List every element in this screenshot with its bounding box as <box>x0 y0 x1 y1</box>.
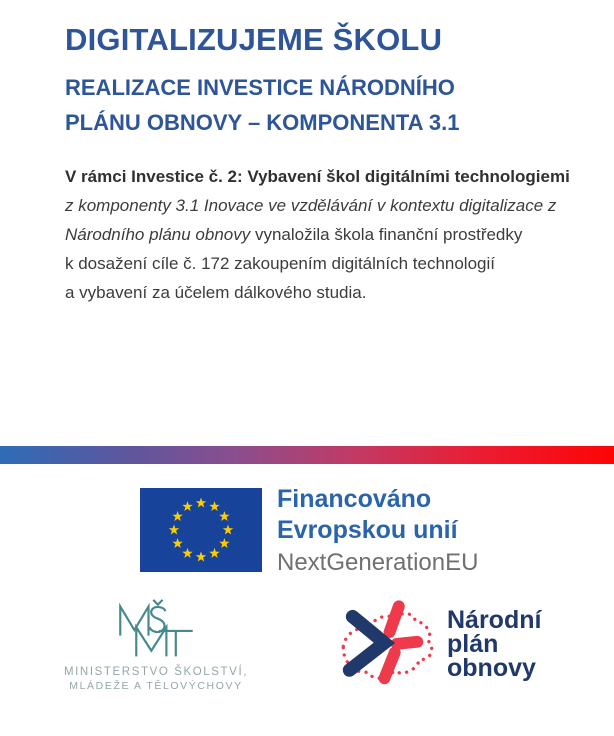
eu-funding-logo <box>140 485 479 578</box>
body-line-5: a vybavení za účelem dálkového studia. <box>65 283 367 302</box>
eu-funding-text <box>277 484 478 578</box>
page-subtitle <box>65 70 459 140</box>
eu-funded-line-1: Financováno <box>277 485 432 513</box>
body-paragraph <box>65 162 570 307</box>
page-title: DIGITALIZUJEME ŠKOLU <box>65 22 443 57</box>
msmt-caption-line-1: MINISTERSTVO ŠKOLSTVÍ, <box>63 666 249 678</box>
body-line-2 <box>65 191 570 220</box>
body-italic-1: z komponenty 3.1 Inovace ve vzdělávání v kontextu digitalizace z <box>65 196 557 215</box>
npo-word-line-1: Národní <box>447 606 542 634</box>
eu-flag-icon <box>140 488 262 572</box>
subtitle-line-1: REALIZACE INVESTICE NÁRODNÍHO <box>65 75 455 100</box>
npo-wordmark <box>447 608 541 680</box>
body-line-1 <box>65 162 570 191</box>
body-line-4: k dosažení cíle č. 172 zakoupením digitálních technologií <box>65 254 495 273</box>
npo-mark-icon <box>333 595 441 703</box>
subtitle-line-2: PLÁNU OBNOVY – KOMPONENTA 3.1 <box>65 110 460 135</box>
npo-word-line-3: obnovy <box>447 654 536 682</box>
msmt-logo <box>58 598 254 693</box>
eu-funded-line-2: Evropskou unií <box>277 516 458 544</box>
npo-word-line-2: plán <box>447 630 499 658</box>
body-italic-2: Národního plánu obnovy <box>65 225 251 244</box>
npo-logo <box>333 595 541 703</box>
body-line-3 <box>65 220 570 249</box>
msmt-monogram-icon <box>109 598 204 662</box>
msmt-caption <box>58 665 254 693</box>
eu-program-name: NextGenerationEU <box>277 549 479 576</box>
divider-gradient-bar <box>0 446 614 464</box>
body-regular-1: vynaložila škola finanční prostředky <box>250 225 523 244</box>
body-lead-bold: V rámci Investice č. 2: Vybavení škol digitálními technologiemi <box>65 167 570 186</box>
msmt-caption-line-2: MLÁDEŽE A TĚLOVÝCHOVY <box>69 680 243 692</box>
